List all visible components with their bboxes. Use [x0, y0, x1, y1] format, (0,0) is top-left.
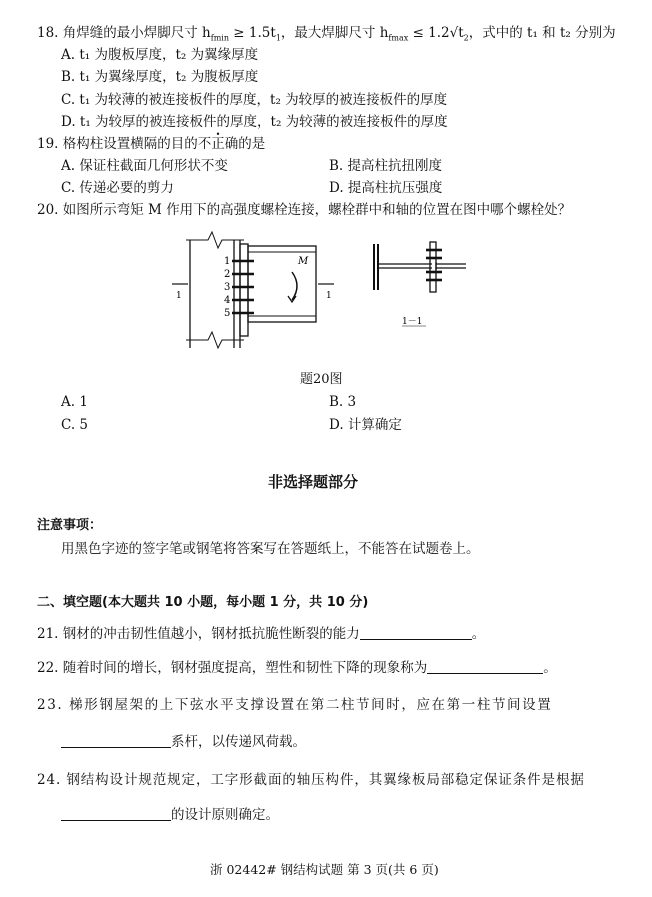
q19-emphasis: 不正确	[197, 136, 239, 152]
q23-line2: 系杆，以传递风荷载。	[61, 733, 306, 751]
q20-stem: 20. 如图所示弯矩 M 作用下的高强度螺栓连接，螺栓群中和轴的位置在图中哪个螺栓处？	[37, 202, 572, 218]
q18-option-d: D. t₁ 为较厚的被连接板件的厚度，t₂ 为较薄的被连接板件的厚度	[61, 114, 448, 130]
section-view-label: 1－1	[402, 317, 423, 327]
q20-figure	[160, 228, 500, 356]
q19-option-a: A. 保证柱截面几何形状不变	[61, 158, 228, 174]
end-plate	[240, 244, 248, 336]
q24-blank[interactable]	[61, 807, 171, 821]
bolt-label-2: 2	[224, 269, 231, 280]
section2-title: 二、填空题(本大题共 10 小题，每小题 1 分，共 10 分)	[37, 595, 369, 610]
q20-option-c: C. 5	[61, 417, 89, 433]
break-mark-top	[186, 232, 244, 248]
q21-blank[interactable]	[360, 626, 472, 640]
q19-option-c: C. 传递必要的剪力	[61, 180, 174, 196]
q23-line1: 23. 梯形钢屋架的上下弦水平支撑设置在第二柱节间时，应在第一柱节间设置	[37, 697, 553, 713]
figure-caption: 题20图	[300, 372, 343, 387]
q23-blank[interactable]	[61, 734, 171, 748]
bolt-label-1: 1	[224, 256, 231, 267]
notice-title: 注意事项：	[37, 518, 103, 533]
section-mark-right-label: 1	[326, 291, 332, 301]
moment-arrow	[292, 272, 297, 300]
q24-line2: 的设计原则确定。	[61, 806, 279, 824]
page-footer: 浙 02442# 钢结构试题 第 3 页(共 6 页)	[210, 862, 439, 877]
q18-option-b: B. t₁ 为翼缘厚度，t₂ 为腹板厚度	[61, 69, 259, 85]
q19-option-d: D. 提高柱抗压强度	[329, 180, 443, 196]
break-mark-bottom	[186, 332, 244, 348]
q19-option-b: B. 提高柱抗扭刚度	[329, 158, 443, 174]
q24-line1: 24. 钢结构设计规范规定，工字形截面的轴压构件，其翼缘板局部稳定保证条件是根据	[37, 772, 585, 788]
q19-stem: 19. 格构柱设置横隔的目的不正确的是	[37, 136, 266, 152]
section-view	[374, 242, 466, 292]
q22: 22. 随着时间的增长，钢材强度提高，塑性和韧性下降的现象称为 。	[37, 660, 557, 676]
bolt-label-3: 3	[224, 282, 231, 293]
moment-label: M	[298, 256, 309, 267]
q20-option-b: B. 3	[329, 394, 357, 410]
section-mark-left-label: 1	[176, 291, 182, 301]
part2-title: 非选择题部分	[268, 473, 359, 491]
q22-blank[interactable]	[427, 660, 543, 674]
q18-option-a: A. t₁ 为腹板厚度，t₂ 为翼缘厚度	[61, 47, 259, 63]
bolt-label-5: 5	[224, 308, 231, 319]
q18-stem: 18. 角焊缝的最小焊脚尺寸 $h_{fmin} \ge 1.5t_1$，最大焊脚尺寸 $h_{fmax} \le 1.2√t_2$，式中的 t₁ 和 t₂ 分别为	[37, 25, 616, 43]
bolt-group	[232, 261, 254, 313]
notice-text: 用黑色字迹的签字笔或钢笔将答案写在答题纸上，不能答在试题卷上。	[61, 541, 480, 557]
q18-option-c: C. t₁ 为较薄的被连接板件的厚度，t₂ 为较厚的被连接板件的厚度	[61, 92, 448, 108]
q21: 21. 钢材的冲击韧性值越小，钢材抵抗脆性断裂的能力 。	[37, 626, 486, 642]
q20-option-a: A. 1	[61, 394, 88, 410]
bolt-label-4: 4	[224, 295, 231, 306]
q20-option-d: D. 计算确定	[329, 417, 402, 433]
